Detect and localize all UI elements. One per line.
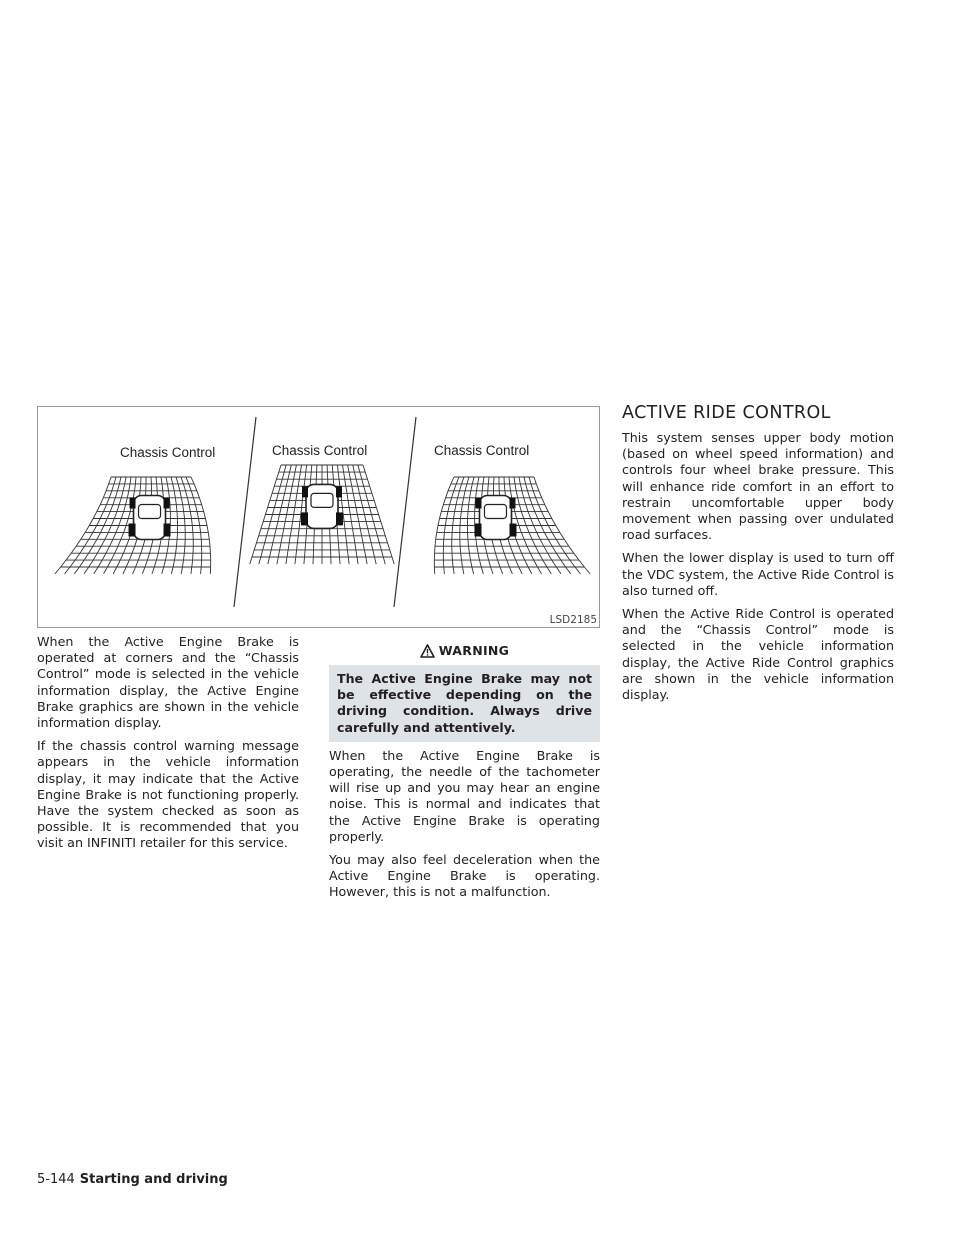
chassis-grid-panel (250, 465, 394, 564)
column-1 (37, 634, 299, 859)
warning-text: The Active Engine Brake may not be effective depending on the driving condition. Always drive carefully and attentively. (329, 665, 600, 742)
chassis-grid-panel (434, 477, 590, 574)
column-2 (329, 641, 600, 908)
paragraph: This system senses upper body motion (based on wheel speed information) and controls four wheel brake pressure. This will enhance ride comfort in an effort to restrain uncomfortable upper body movement when passing over undulated road surfaces. (622, 430, 894, 543)
car-shape (509, 498, 515, 509)
car-shape (475, 498, 481, 509)
column-3 (622, 402, 894, 710)
paragraph: When the Active Ride Control is operated and the “Chassis Control” mode is selected in the vehicle information display, the Active Ride Control graphics are shown in the vehicle information display. (622, 606, 894, 703)
warning-header (329, 641, 600, 661)
car-shape (336, 486, 342, 497)
car-shape (336, 512, 343, 525)
chassis-control-illustration (38, 407, 599, 627)
paragraph: When the Active Engine Brake is operating, the needle of the tachometer will rise up and you may hear an engine noise. This is normal and indicates that the Active Engine Brake is operating properly. (329, 747, 600, 844)
panel-label: Chassis Control (272, 443, 368, 458)
panel-divider (234, 417, 256, 607)
car-shape (164, 498, 170, 509)
car-shape (302, 486, 308, 497)
car-shape (164, 524, 171, 537)
car-shape (484, 505, 506, 519)
page-number: 5-144 (37, 1172, 75, 1187)
panel-label: Chassis Control (120, 445, 216, 460)
warning-icon (420, 644, 435, 658)
car-shape (509, 524, 516, 537)
section-title: ACTIVE RIDE CONTROL (622, 403, 831, 423)
figure-code: LSD2185 (549, 614, 597, 626)
warning-title: WARNING (438, 642, 510, 658)
paragraph: If the chassis control warning message appears in the vehicle information display, it may indicate that the Active Engine Brake is not functioning properly. Have the system checked as soon as possible. It is recommended that you visit an INFINITI retailer for this service. (37, 738, 299, 851)
car-shape (301, 512, 308, 525)
paragraph: You may also feel deceleration when the Active Engine Brake is operating. However, this is not a malfunction. (329, 852, 600, 900)
page-footer (37, 1171, 228, 1189)
section-name: Starting and driving (79, 1172, 228, 1187)
car-shape (311, 493, 333, 507)
car-shape (139, 505, 161, 519)
car-shape (474, 524, 481, 537)
car-shape (130, 498, 136, 509)
paragraph: When the lower display is used to turn off the VDC system, the Active Ride Control is also turned off. (622, 550, 894, 598)
car-shape (129, 524, 136, 537)
chassis-control-figure (37, 406, 600, 628)
panel-label: Chassis Control (434, 443, 530, 458)
panel-divider (394, 417, 416, 607)
paragraph: When the Active Engine Brake is operated at corners and the “Chassis Control” mode is selected in the vehicle information display, the Active Engine Brake graphics are shown in the vehicle information display. (37, 634, 299, 731)
chassis-grid-panel (55, 477, 211, 574)
